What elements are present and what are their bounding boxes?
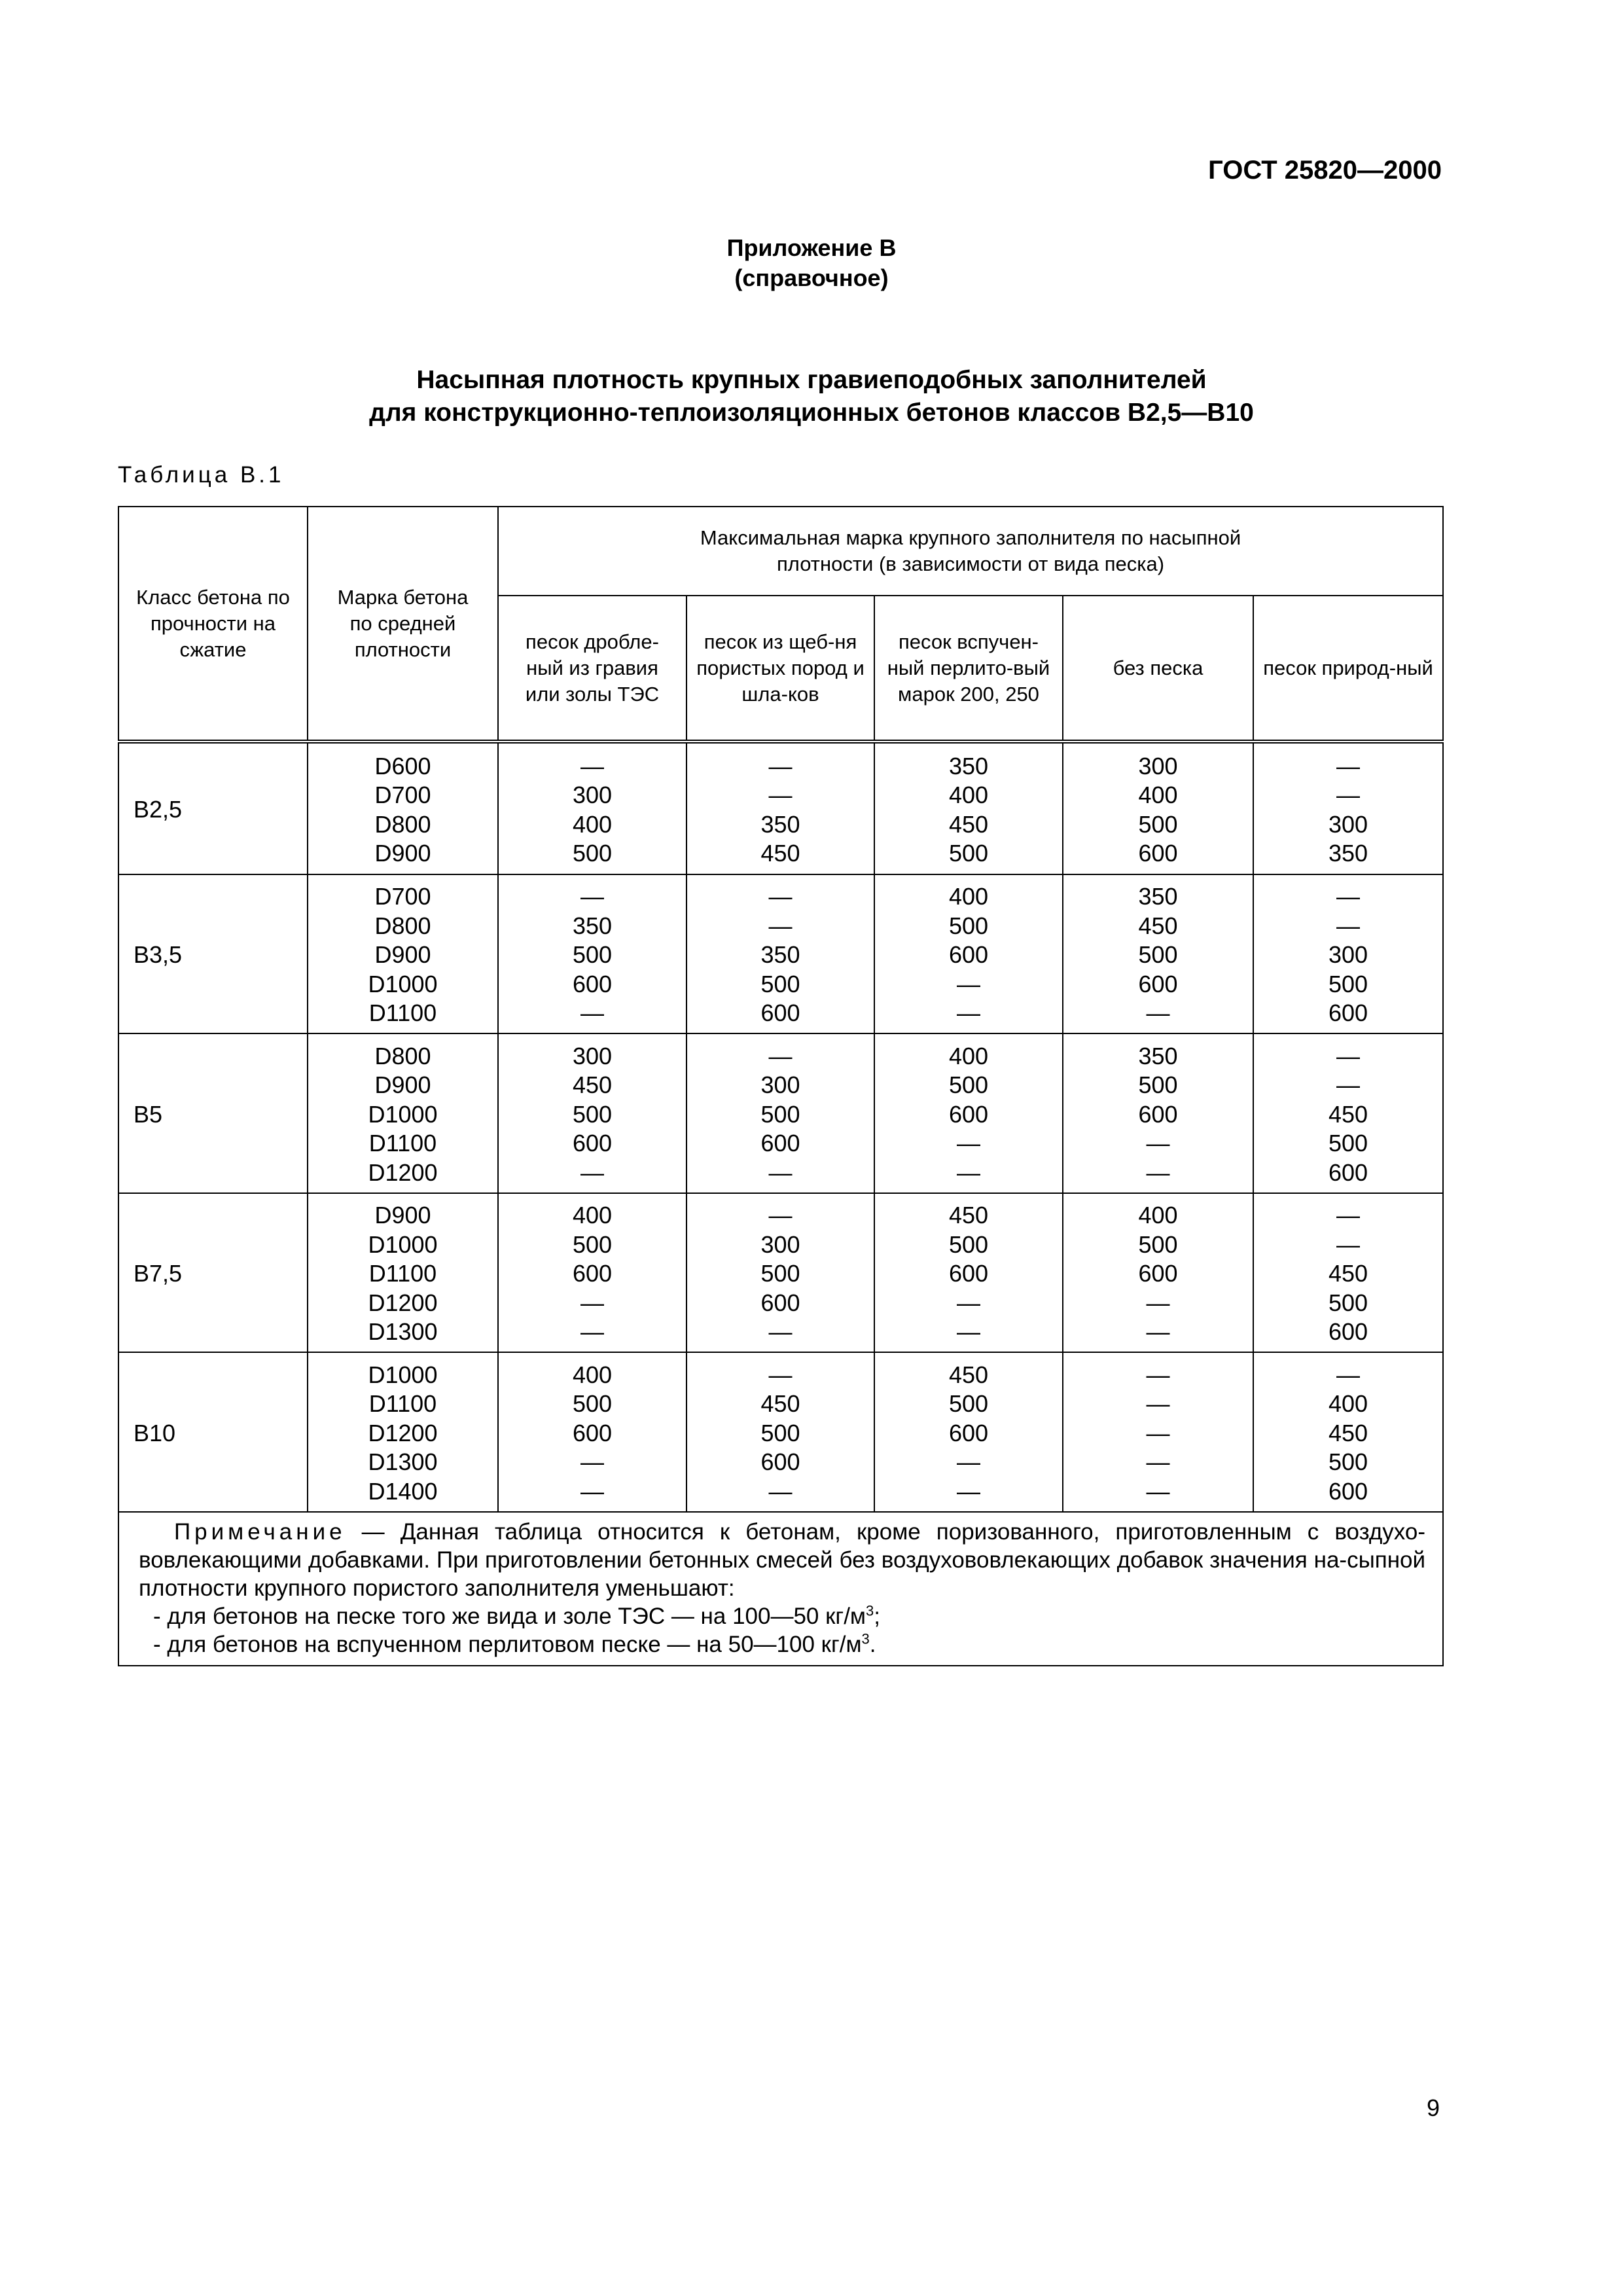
- aggregate-value: 500: [760, 1260, 800, 1287]
- concrete-class: В10: [118, 1352, 308, 1512]
- subheader-4: песок природ-ный: [1253, 596, 1443, 742]
- aggregate-value: 500: [1328, 1289, 1368, 1316]
- density-mark: D1100: [368, 999, 437, 1027]
- concrete-class: В2,5: [118, 742, 308, 874]
- aggregate-values-col-1: [687, 1193, 874, 1352]
- density-mark: D1000: [368, 1230, 438, 1258]
- aggregate-value: —: [1336, 1071, 1361, 1099]
- aggregate-values-col-3: [1063, 1033, 1253, 1193]
- aggregate-value: 450: [1328, 1419, 1368, 1446]
- aggregate-value: —: [957, 1448, 980, 1476]
- aggregate-value: 600: [1328, 1477, 1368, 1505]
- aggregate-value: —: [957, 1318, 980, 1346]
- aggregate-value: 500: [572, 1100, 613, 1128]
- aggregate-value: 500: [572, 1390, 613, 1418]
- aggregate-value: 500: [948, 840, 989, 867]
- concrete-class: В3,5: [118, 874, 308, 1033]
- subheader-2: песок вспучен-ный перлито-вый марок 200, 250: [874, 596, 1063, 742]
- note-item-2: [139, 1630, 1425, 1659]
- aggregate-value: 300: [1328, 810, 1368, 838]
- density-mark: D800: [374, 912, 431, 939]
- aggregate-value: 450: [1328, 1260, 1368, 1287]
- aggregate-value: 600: [760, 1289, 800, 1316]
- table-row: [118, 1033, 1443, 1193]
- aggregate-value: 350: [572, 912, 613, 939]
- aggregate-value: 450: [1328, 1100, 1368, 1128]
- aggregate-value: —: [768, 912, 793, 939]
- aggregate-value: 500: [572, 941, 613, 969]
- aggregate-value: 600: [1138, 840, 1178, 867]
- density-mark: D800: [374, 1042, 431, 1069]
- concrete-class: В5: [118, 1033, 308, 1193]
- aggregate-value: 300: [572, 1042, 613, 1069]
- density-mark: D700: [374, 883, 431, 910]
- aggregate-value: 600: [760, 999, 800, 1027]
- aggregate-value: 600: [948, 1419, 989, 1446]
- aggregate-values-col-2: [874, 1352, 1063, 1512]
- standard-number: ГОСТ 25820—2000: [1208, 156, 1442, 185]
- aggregate-value: —: [957, 1289, 980, 1316]
- aggregate-values-col-2: [874, 874, 1063, 1033]
- aggregate-value: —: [957, 1130, 980, 1157]
- aggregate-values-col-3: [1063, 742, 1253, 874]
- header-mark: Марка бетона по средней плотности: [308, 507, 498, 742]
- note-item-1-text: - для бетонов на песке того же вида и золе ТЭС — на 100—50 кг/м: [153, 1604, 866, 1629]
- density-mark: D1000: [368, 1361, 438, 1388]
- aggregate-value: 600: [948, 1100, 989, 1128]
- density-mark: D1300: [368, 1448, 438, 1476]
- aggregate-value: 400: [1328, 1390, 1368, 1418]
- aggregate-value: —: [1146, 1130, 1170, 1157]
- aggregate-value: 300: [1138, 752, 1178, 780]
- density-mark: D1200: [368, 1419, 438, 1446]
- aggregate-values-col-4: [1253, 1352, 1443, 1512]
- density-marks: [308, 1193, 498, 1352]
- aggregate-values-col-0: [498, 1033, 687, 1193]
- aggregate-value: —: [580, 1448, 604, 1476]
- density-marks: [308, 1352, 498, 1512]
- aggregate-value: —: [1146, 1477, 1170, 1505]
- note-text: — Данная таблица относится к бетонам, кроме поризованного, приготовленным с воздухо-вовлекающими добавками. При приготовлении бетонных смесей без воздухововлекающих добавок значения на-сыпной плотности крупного пористого заполнителя уменьшают:: [139, 1519, 1426, 1601]
- header-class: Класс бетона по прочности на сжатие: [118, 507, 308, 742]
- table-row: [118, 1352, 1443, 1512]
- aggregate-value: 450: [948, 1361, 989, 1388]
- density-mark: D900: [374, 1071, 431, 1099]
- density-mark: D700: [374, 781, 431, 808]
- aggregate-values-col-1: [687, 1352, 874, 1512]
- aggregate-value: 500: [948, 912, 989, 939]
- aggregate-value: —: [1146, 1390, 1170, 1418]
- aggregate-value: 500: [1138, 1230, 1178, 1258]
- data-table: [118, 506, 1444, 1666]
- aggregate-values-col-1: [687, 1033, 874, 1193]
- aggregate-value: 500: [572, 840, 613, 867]
- aggregate-value: 600: [760, 1448, 800, 1476]
- aggregate-value: 500: [760, 1100, 800, 1128]
- density-mark: D1100: [368, 1390, 437, 1418]
- aggregate-value: 600: [760, 1130, 800, 1157]
- aggregate-value: —: [768, 752, 793, 780]
- aggregate-value: 600: [948, 1260, 989, 1287]
- aggregate-value: 500: [1328, 970, 1368, 997]
- aggregate-value: 350: [760, 810, 800, 838]
- aggregate-value: —: [1336, 912, 1361, 939]
- aggregate-value: 350: [1138, 1042, 1178, 1069]
- punct: .: [869, 1632, 876, 1657]
- density-mark: D1200: [368, 1158, 438, 1186]
- aggregate-values-col-2: [874, 1033, 1063, 1193]
- punct: ;: [874, 1604, 880, 1629]
- density-mark: D900: [374, 840, 431, 867]
- header-group: Максимальная марка крупного заполнителя по насыпной плотности (в зависимости от вида песка): [498, 507, 1443, 596]
- aggregate-value: 500: [948, 1230, 989, 1258]
- aggregate-values-col-4: [1253, 874, 1443, 1033]
- aggregate-value: 300: [572, 781, 613, 808]
- aggregate-value: —: [1146, 1289, 1170, 1316]
- aggregate-values-col-3: [1063, 1193, 1253, 1352]
- aggregate-value: 600: [948, 941, 989, 969]
- density-mark: D1100: [368, 1130, 437, 1157]
- aggregate-value: 350: [1138, 883, 1178, 910]
- aggregate-value: —: [1336, 781, 1361, 808]
- aggregate-value: —: [1146, 1448, 1170, 1476]
- density-mark: D1400: [368, 1477, 438, 1505]
- aggregate-value: 450: [760, 1390, 800, 1418]
- aggregate-value: —: [1336, 883, 1361, 910]
- aggregate-value: 300: [1328, 941, 1368, 969]
- aggregate-value: 450: [760, 840, 800, 867]
- page-number: 9: [1427, 2094, 1440, 2121]
- document-title: [33, 364, 1590, 429]
- aggregate-value: —: [768, 1042, 793, 1069]
- aggregate-value: 600: [1328, 1318, 1368, 1346]
- aggregate-values-col-3: [1063, 1352, 1253, 1512]
- aggregate-value: —: [580, 1158, 604, 1186]
- aggregate-value: 600: [1328, 1158, 1368, 1186]
- aggregate-value: 450: [948, 810, 989, 838]
- density-marks: [308, 1033, 498, 1193]
- density-mark: D800: [374, 810, 431, 838]
- density-marks: [308, 874, 498, 1033]
- aggregate-value: 400: [572, 1361, 613, 1388]
- aggregate-value: 400: [572, 1202, 613, 1229]
- aggregate-value: 450: [1138, 912, 1178, 939]
- aggregate-value: —: [768, 781, 793, 808]
- aggregate-value: 600: [572, 1260, 613, 1287]
- aggregate-value: 600: [1138, 970, 1178, 997]
- appendix-heading: [0, 233, 1623, 293]
- aggregate-value: 500: [1138, 810, 1178, 838]
- density-mark: D1300: [368, 1318, 438, 1346]
- aggregate-value: 350: [760, 941, 800, 969]
- aggregate-value: —: [1146, 1318, 1170, 1346]
- aggregate-value: —: [1336, 1361, 1361, 1388]
- aggregate-value: —: [1146, 1419, 1170, 1446]
- aggregate-value: 600: [1138, 1100, 1178, 1128]
- aggregate-values-col-3: [1063, 874, 1253, 1033]
- superscript: 3: [861, 1630, 870, 1647]
- aggregate-value: —: [957, 999, 980, 1027]
- aggregate-value: 500: [760, 1419, 800, 1446]
- aggregate-value: —: [768, 1361, 793, 1388]
- aggregate-value: 350: [948, 752, 989, 780]
- table-row: [118, 1193, 1443, 1352]
- aggregate-value: 400: [948, 781, 989, 808]
- aggregate-value: —: [580, 1289, 604, 1316]
- aggregate-values-col-0: [498, 1352, 687, 1512]
- aggregate-values-col-1: [687, 742, 874, 874]
- aggregate-value: —: [580, 883, 604, 910]
- aggregate-value: 500: [760, 970, 800, 997]
- aggregate-values-col-0: [498, 742, 687, 874]
- aggregate-value: 600: [572, 970, 613, 997]
- aggregate-value: —: [1146, 1158, 1170, 1186]
- density-mark: D1200: [368, 1289, 438, 1316]
- density-mark: D1000: [368, 970, 438, 997]
- note-paragraph: [139, 1518, 1425, 1602]
- aggregate-values-col-4: [1253, 1193, 1443, 1352]
- aggregate-value: —: [768, 1158, 793, 1186]
- aggregate-value: 600: [572, 1419, 613, 1446]
- aggregate-value: —: [768, 1477, 793, 1505]
- aggregate-value: —: [1336, 1230, 1361, 1258]
- aggregate-value: 600: [1328, 999, 1368, 1027]
- appendix-type: (справочное): [734, 264, 889, 291]
- subheader-1: песок из щеб-ня пористых пород и шла-ков: [687, 596, 874, 742]
- table-row: [118, 874, 1443, 1033]
- note-item-2-text: - для бетонов на вспученном перлитовом песке — на 50—100 кг/м: [153, 1632, 862, 1657]
- aggregate-values-col-2: [874, 1193, 1063, 1352]
- note-label: Примечание: [174, 1519, 346, 1545]
- aggregate-value: —: [580, 999, 604, 1027]
- aggregate-value: —: [1336, 1202, 1361, 1229]
- aggregate-value: 400: [572, 810, 613, 838]
- table-label: Таблица В.1: [118, 462, 285, 488]
- title-line-1: Насыпная плотность крупных гравиеподобных заполнителей: [416, 366, 1207, 394]
- aggregate-value: —: [580, 1477, 604, 1505]
- note: [118, 1512, 1443, 1666]
- aggregate-value: 500: [572, 1230, 613, 1258]
- aggregate-values-col-0: [498, 874, 687, 1033]
- aggregate-value: —: [957, 1477, 980, 1505]
- subheader-3: без песка: [1063, 596, 1253, 742]
- title-line-2: для конструкционно-теплоизоляционных бетонов классов В2,5—В10: [369, 399, 1254, 427]
- density-mark: D1000: [368, 1100, 438, 1128]
- density-mark: D900: [374, 941, 431, 969]
- aggregate-value: —: [1146, 999, 1170, 1027]
- aggregate-values-col-0: [498, 1193, 687, 1352]
- concrete-class: В7,5: [118, 1193, 308, 1352]
- aggregate-value: —: [580, 1318, 604, 1346]
- aggregate-value: 300: [760, 1230, 800, 1258]
- aggregate-value: 600: [572, 1130, 613, 1157]
- aggregate-value: —: [957, 1158, 980, 1186]
- aggregate-value: 350: [1328, 840, 1368, 867]
- superscript: 3: [865, 1602, 874, 1619]
- aggregate-values-col-1: [687, 874, 874, 1033]
- aggregate-value: —: [768, 1318, 793, 1346]
- density-mark: D900: [374, 1202, 431, 1229]
- density-marks: [308, 742, 498, 874]
- aggregate-values-col-4: [1253, 742, 1443, 874]
- aggregate-value: 400: [948, 883, 989, 910]
- aggregate-value: —: [1336, 752, 1361, 780]
- aggregate-value: 500: [1328, 1448, 1368, 1476]
- aggregate-value: 500: [948, 1390, 989, 1418]
- aggregate-value: 400: [1138, 1202, 1178, 1229]
- aggregate-values-col-2: [874, 742, 1063, 874]
- density-mark: D1100: [368, 1260, 437, 1287]
- aggregate-value: 500: [1138, 941, 1178, 969]
- note-item-1: [139, 1602, 1425, 1630]
- aggregate-value: 600: [1138, 1260, 1178, 1287]
- aggregate-value: —: [768, 1202, 793, 1229]
- subheader-0: песок дробле-ный из гравия или золы ТЭС: [498, 596, 687, 742]
- aggregate-value: —: [580, 752, 604, 780]
- aggregate-value: 400: [1138, 781, 1178, 808]
- aggregate-value: 450: [948, 1202, 989, 1229]
- aggregate-value: —: [1336, 1042, 1361, 1069]
- aggregate-value: —: [768, 883, 793, 910]
- aggregate-value: —: [957, 970, 980, 997]
- note-row: [118, 1512, 1443, 1666]
- table-row: [118, 742, 1443, 874]
- appendix-title: Приложение В: [726, 234, 897, 261]
- aggregate-value: 300: [760, 1071, 800, 1099]
- aggregate-value: 500: [1328, 1130, 1368, 1157]
- aggregate-values-col-4: [1253, 1033, 1443, 1193]
- aggregate-value: 400: [948, 1042, 989, 1069]
- aggregate-value: 500: [1138, 1071, 1178, 1099]
- aggregate-value: 500: [948, 1071, 989, 1099]
- aggregate-value: —: [1146, 1361, 1170, 1388]
- density-mark: D600: [374, 752, 431, 780]
- aggregate-value: 450: [572, 1071, 613, 1099]
